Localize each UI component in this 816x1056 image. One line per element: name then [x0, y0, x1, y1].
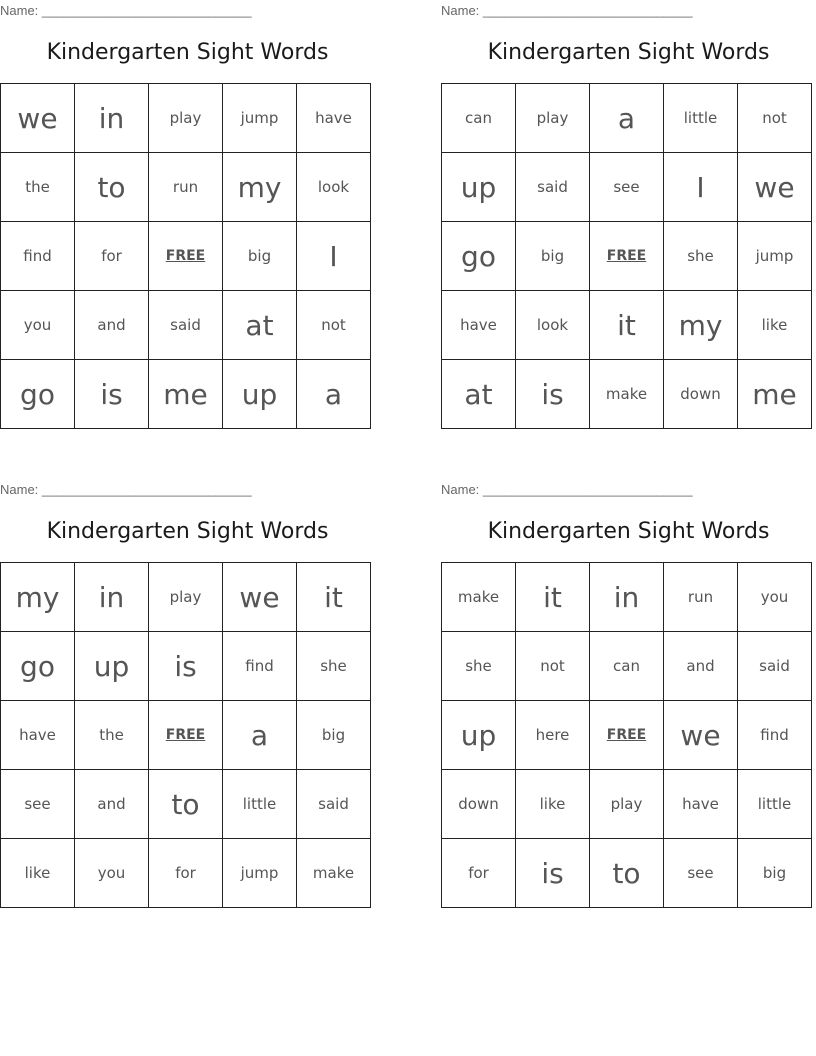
- word-cell: can: [442, 84, 516, 153]
- word-cell: run: [149, 153, 223, 222]
- word-cell: have: [664, 770, 738, 839]
- word-cell: she: [297, 632, 371, 701]
- word-cell: at: [223, 291, 297, 360]
- grid-row: [1, 701, 371, 770]
- word-cell: see: [664, 839, 738, 908]
- word-cell: for: [149, 839, 223, 908]
- word-cell: my: [223, 153, 297, 222]
- card-title: Kindergarten Sight Words: [487, 519, 770, 544]
- grid-row: [1, 632, 371, 701]
- grid-row: [1, 84, 371, 153]
- word-cell: down: [664, 360, 738, 429]
- word-cell: go: [1, 632, 75, 701]
- card-title: Kindergarten Sight Words: [487, 40, 770, 65]
- word-cell: like: [1, 839, 75, 908]
- word-cell: look: [297, 153, 371, 222]
- word-cell: have: [442, 291, 516, 360]
- word-cell: can: [590, 632, 664, 701]
- word-cell: play: [149, 84, 223, 153]
- word-cell: play: [149, 563, 223, 632]
- grid-row: [442, 770, 812, 839]
- word-cell: the: [75, 701, 149, 770]
- name-line: Name: _____________________________: [441, 3, 693, 18]
- word-cell: is: [75, 360, 149, 429]
- word-cell: go: [442, 222, 516, 291]
- word-cell: see: [590, 153, 664, 222]
- word-cell: she: [442, 632, 516, 701]
- word-cell: make: [442, 563, 516, 632]
- word-cell: it: [590, 291, 664, 360]
- word-cell: find: [223, 632, 297, 701]
- grid-row: [442, 563, 812, 632]
- word-grid: [441, 562, 812, 908]
- free-space: FREE: [149, 701, 223, 770]
- word-cell: a: [297, 360, 371, 429]
- word-cell: up: [442, 153, 516, 222]
- word-cell: down: [442, 770, 516, 839]
- grid-row: [1, 360, 371, 429]
- word-cell: find: [1, 222, 75, 291]
- word-cell: to: [75, 153, 149, 222]
- word-grid: [0, 562, 371, 908]
- word-cell: play: [516, 84, 590, 153]
- word-cell: run: [664, 563, 738, 632]
- word-cell: up: [223, 360, 297, 429]
- word-cell: big: [223, 222, 297, 291]
- word-cell: in: [75, 563, 149, 632]
- word-cell: jump: [223, 84, 297, 153]
- word-cell: said: [516, 153, 590, 222]
- word-cell: like: [738, 291, 812, 360]
- word-cell: little: [738, 770, 812, 839]
- word-cell: it: [516, 563, 590, 632]
- word-cell: in: [590, 563, 664, 632]
- word-cell: look: [516, 291, 590, 360]
- word-cell: and: [75, 291, 149, 360]
- word-cell: is: [149, 632, 223, 701]
- word-cell: to: [149, 770, 223, 839]
- grid-row: [442, 632, 812, 701]
- word-cell: you: [1, 291, 75, 360]
- word-cell: go: [1, 360, 75, 429]
- word-cell: like: [516, 770, 590, 839]
- word-cell: find: [738, 701, 812, 770]
- grid-row: [1, 222, 371, 291]
- word-cell: little: [223, 770, 297, 839]
- word-cell: big: [297, 701, 371, 770]
- word-cell: is: [516, 360, 590, 429]
- word-cell: you: [75, 839, 149, 908]
- word-cell: up: [442, 701, 516, 770]
- name-line: Name: _____________________________: [0, 3, 252, 18]
- grid-row: [1, 839, 371, 908]
- free-space: FREE: [590, 701, 664, 770]
- word-cell: in: [75, 84, 149, 153]
- word-cell: have: [1, 701, 75, 770]
- card-title: Kindergarten Sight Words: [46, 519, 329, 544]
- word-cell: at: [442, 360, 516, 429]
- grid-row: [1, 153, 371, 222]
- grid-row: [442, 701, 812, 770]
- grid-row: [1, 770, 371, 839]
- word-cell: up: [75, 632, 149, 701]
- word-cell: said: [149, 291, 223, 360]
- free-space: FREE: [590, 222, 664, 291]
- grid-row: [442, 153, 812, 222]
- word-grid: [441, 83, 812, 429]
- word-cell: play: [590, 770, 664, 839]
- word-cell: not: [516, 632, 590, 701]
- word-cell: here: [516, 701, 590, 770]
- word-cell: a: [223, 701, 297, 770]
- word-cell: we: [664, 701, 738, 770]
- word-cell: big: [738, 839, 812, 908]
- word-cell: is: [516, 839, 590, 908]
- word-cell: I: [664, 153, 738, 222]
- word-cell: said: [738, 632, 812, 701]
- word-cell: we: [1, 84, 75, 153]
- word-cell: to: [590, 839, 664, 908]
- word-cell: jump: [738, 222, 812, 291]
- word-cell: said: [297, 770, 371, 839]
- word-cell: see: [1, 770, 75, 839]
- name-line: Name: _____________________________: [0, 482, 252, 497]
- grid-row: [442, 222, 812, 291]
- word-cell: a: [590, 84, 664, 153]
- word-cell: it: [297, 563, 371, 632]
- word-cell: you: [738, 563, 812, 632]
- grid-row: [442, 839, 812, 908]
- word-cell: not: [297, 291, 371, 360]
- word-cell: me: [149, 360, 223, 429]
- word-cell: for: [75, 222, 149, 291]
- word-cell: the: [1, 153, 75, 222]
- word-cell: I: [297, 222, 371, 291]
- free-space: FREE: [149, 222, 223, 291]
- word-cell: make: [297, 839, 371, 908]
- grid-row: [442, 291, 812, 360]
- word-grid: [0, 83, 371, 429]
- word-cell: we: [738, 153, 812, 222]
- word-cell: have: [297, 84, 371, 153]
- word-cell: she: [664, 222, 738, 291]
- word-cell: and: [75, 770, 149, 839]
- word-cell: we: [223, 563, 297, 632]
- grid-row: [1, 291, 371, 360]
- card-title: Kindergarten Sight Words: [46, 40, 329, 65]
- grid-row: [1, 563, 371, 632]
- word-cell: my: [664, 291, 738, 360]
- word-cell: my: [1, 563, 75, 632]
- word-cell: little: [664, 84, 738, 153]
- word-cell: not: [738, 84, 812, 153]
- word-cell: me: [738, 360, 812, 429]
- word-cell: and: [664, 632, 738, 701]
- name-line: Name: _____________________________: [441, 482, 693, 497]
- word-cell: big: [516, 222, 590, 291]
- word-cell: for: [442, 839, 516, 908]
- word-cell: jump: [223, 839, 297, 908]
- grid-row: [442, 360, 812, 429]
- grid-row: [442, 84, 812, 153]
- word-cell: make: [590, 360, 664, 429]
